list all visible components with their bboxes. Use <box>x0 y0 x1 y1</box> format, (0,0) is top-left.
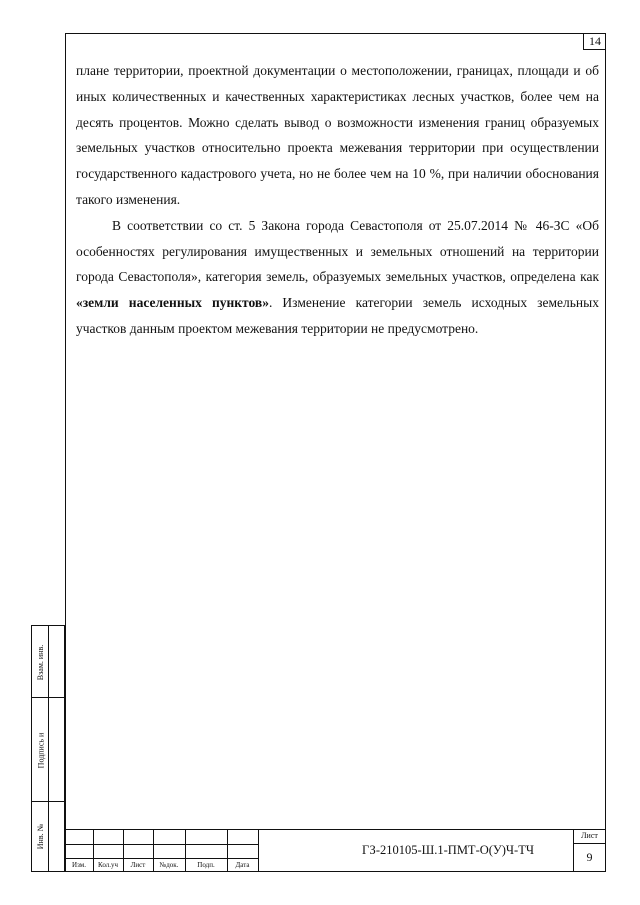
paragraph-2-end: . Изменение категории земель исходных земельных участков данным проектом межевания территории не предусмотрено. <box>76 295 599 336</box>
stamp-label-inv-no: Инв. № <box>36 823 45 850</box>
stamp-label-vzam-inv: Взам. инв. <box>36 644 46 680</box>
stamp-cell-inv <box>32 802 64 873</box>
stamp-cell-vzam <box>32 626 64 698</box>
document-body <box>76 58 599 342</box>
margin-stamp <box>31 625 65 872</box>
col-kol-uch: Кол.уч <box>98 861 118 869</box>
page-number: 14 <box>583 33 606 50</box>
col-izm: Изм. <box>72 861 86 869</box>
paragraph-1: плане территории, проектной документации о местоположении, границах, площади и об иных количественных и качественных характеристиках лесных участков, более чем на десять процентов. Можно сделать вывод о возможности изменения границ образуемых земельных участков относительно проекта межевания территории при осуществлении государственного кадастрового учета, но не более чем на 10 %, при наличии обоснования такого изменения. <box>76 63 599 207</box>
sheet-label: Лист <box>581 831 598 840</box>
land-category-bold: «земли населенных пунктов» <box>76 295 269 311</box>
col-list: Лист <box>130 861 146 869</box>
col-data: Дата <box>235 861 250 869</box>
sheet-number: 9 <box>586 850 593 864</box>
stamp-cell-podpis <box>32 698 64 802</box>
paragraph-2 <box>76 213 599 342</box>
paragraph-2-start: В соответствии со ст. 5 Закона города Севастополя от 25.07.2014 № 46-ЗС «Об особенностях регулирования имущественных и земельных отношений на территории города Севастополя», категория земель, образуемых земельных участков, определена как <box>76 217 599 285</box>
col-podp: Подп. <box>197 861 215 869</box>
col-ndok: №док. <box>159 861 179 869</box>
document-code: ГЗ-210105-Ш.1-ПМТ-О(У)Ч-ТЧ <box>362 843 534 857</box>
stamp-label-podpis: Подпись и <box>36 732 46 768</box>
